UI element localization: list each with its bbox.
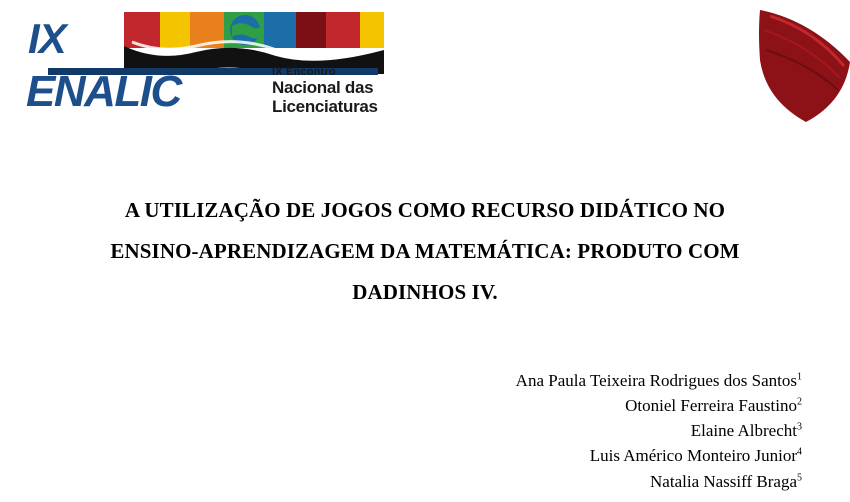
- logo-enalic-text: ENALIC: [26, 67, 181, 116]
- list-item: [202, 393, 802, 418]
- author-note: 4: [797, 446, 802, 458]
- author-note: 3: [797, 421, 802, 433]
- logo-tagline-line3: Licenciaturas: [272, 97, 378, 117]
- document-header: [0, 0, 850, 140]
- author-name: Natalia Nassiff Braga: [650, 471, 797, 491]
- author-name: Otoniel Ferreira Faustino: [625, 396, 797, 416]
- enalic-logo: [24, 8, 404, 128]
- logo-tagline-line1: IX Encontro: [272, 66, 336, 78]
- author-name: Ana Paula Teixeira Rodrigues dos Santos: [515, 371, 797, 390]
- author-note: 5: [797, 471, 802, 483]
- list-item: [202, 418, 802, 443]
- author-name: Elaine Albrecht: [690, 421, 797, 441]
- author-note: 1: [797, 371, 802, 383]
- list-item: [202, 469, 802, 494]
- logo-tagline: [272, 66, 378, 116]
- page-title-line-1: A UTILIZAÇÃO DE JOGOS COMO RECURSO DIDÁTICO NO: [124, 198, 726, 222]
- author-note: 2: [797, 396, 802, 408]
- list-item: [202, 443, 802, 468]
- author-name: Luis Américo Monteiro Junior: [589, 446, 797, 466]
- page-title-line-3: DADINHOS IV.: [352, 279, 498, 304]
- page-title: [60, 190, 790, 313]
- logo-ix-text: IX: [28, 15, 66, 62]
- page-title-line-2: ENSINO-APRENDIZAGEM DA MATEMÁTICA: PRODUTO COM: [110, 238, 740, 263]
- logo-tagline-line2: Nacional das: [272, 78, 374, 98]
- author-list: [202, 368, 802, 494]
- logo-decorative-artwork: [124, 12, 384, 74]
- corner-decoration-icon: [730, 10, 850, 130]
- list-item: [202, 368, 802, 393]
